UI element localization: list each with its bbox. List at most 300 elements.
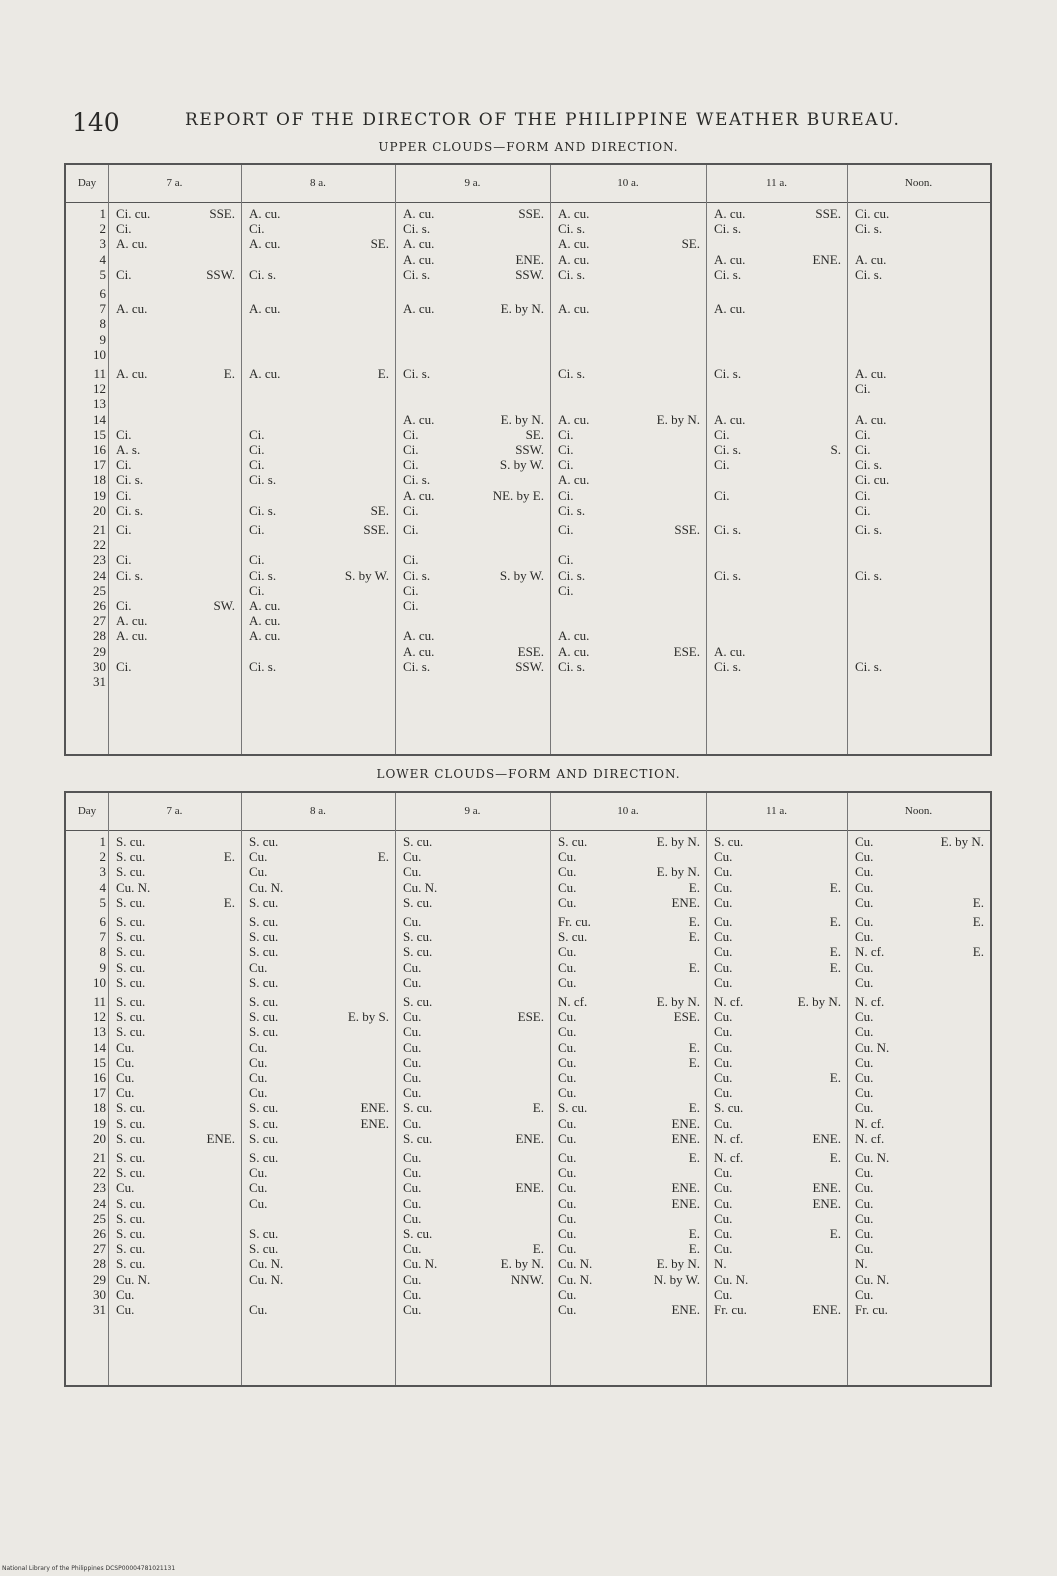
column-header: 11 a. — [766, 805, 787, 817]
table-cell — [116, 412, 235, 427]
table-cell — [116, 1241, 235, 1256]
cloud-form: Ci. s. — [714, 366, 742, 381]
table-cell — [403, 347, 544, 362]
cloud-direction: E. by N. — [940, 834, 984, 849]
table-cell — [403, 644, 544, 659]
table-cell — [116, 1256, 235, 1271]
cloud-form: S. cu. — [116, 1150, 146, 1165]
table-cell — [714, 1070, 841, 1085]
table-cell — [249, 674, 389, 689]
table-cell — [714, 880, 841, 895]
cloud-form: Cu. — [714, 864, 733, 880]
table-cell — [855, 236, 984, 251]
cloud-direction: ENE. — [360, 1100, 389, 1116]
column-header: 7 a. — [166, 177, 183, 189]
table-cell — [403, 568, 544, 583]
table-cell — [249, 1085, 389, 1100]
table-cell — [558, 1196, 700, 1211]
cloud-form: Cu. — [558, 1039, 577, 1055]
table-cell — [855, 975, 984, 990]
day-number: 13 — [93, 396, 106, 412]
day-number: 9 — [99, 331, 106, 347]
cloud-direction: E. — [688, 1100, 700, 1116]
table-cell — [249, 252, 389, 267]
day-number: 11 — [93, 994, 106, 1009]
day-number: 20 — [93, 1130, 106, 1146]
cloud-form: Ci. — [558, 426, 574, 442]
cloud-form: Cu. — [403, 1180, 422, 1196]
upper-clouds-table — [64, 163, 992, 756]
cloud-form: Cu. — [249, 1195, 268, 1211]
table-cell — [855, 1009, 984, 1024]
day-number: 17 — [93, 457, 106, 473]
table-cell — [116, 332, 235, 347]
table-cell — [855, 537, 984, 552]
table-cell — [558, 1085, 700, 1100]
table-cell — [249, 332, 389, 347]
cloud-direction: ENE. — [515, 1180, 544, 1196]
table-cell — [855, 944, 984, 959]
cloud-form: S. cu. — [116, 1241, 146, 1257]
table-cell — [116, 206, 235, 221]
table-cell — [249, 552, 389, 567]
day-number: 14 — [93, 411, 106, 427]
cloud-form: Cu. N. — [249, 1256, 284, 1272]
cloud-form: Ci. s. — [714, 221, 742, 237]
table-cell — [558, 1165, 700, 1180]
day-number: 15 — [93, 1054, 106, 1070]
table-cell — [403, 316, 544, 331]
cloud-form: Cu. — [116, 1054, 135, 1070]
table-cell — [116, 1085, 235, 1100]
cloud-form: A. cu. — [558, 628, 590, 644]
cloud-form: Cu. — [558, 849, 577, 865]
table-cell — [855, 347, 984, 362]
day-number: 24 — [93, 1195, 106, 1211]
cloud-form: Cu. — [403, 959, 422, 975]
cloud-form: Cu. — [855, 894, 874, 910]
table-cell — [558, 503, 700, 518]
day-number: 10 — [93, 974, 106, 990]
table-cell — [855, 286, 984, 301]
table-cell — [403, 366, 544, 381]
day-number: 2 — [99, 849, 106, 865]
cloud-form: Cu. — [855, 864, 874, 880]
table-cell — [116, 1100, 235, 1115]
cloud-form: Cu. — [403, 864, 422, 880]
table-cell — [558, 1100, 700, 1115]
table-cell — [714, 1196, 841, 1211]
cloud-form: Ci. — [116, 457, 132, 473]
day-number: 22 — [93, 1165, 106, 1181]
table-cell — [116, 1211, 235, 1226]
table-cell — [558, 929, 700, 944]
table-cell — [403, 267, 544, 282]
day-number: 21 — [93, 1150, 106, 1165]
cloud-form: Ci. s. — [403, 658, 431, 674]
table-cell — [714, 994, 841, 1009]
table-cell — [116, 537, 235, 552]
table-cell — [249, 1287, 389, 1302]
table-cell — [116, 975, 235, 990]
cloud-direction: E. — [972, 914, 984, 929]
column-header: 11 a. — [766, 177, 787, 189]
table-cell — [403, 929, 544, 944]
table-cell — [403, 396, 544, 411]
table-cell — [714, 975, 841, 990]
column-divider — [241, 793, 242, 1385]
table-cell — [855, 1211, 984, 1226]
cloud-direction: ENE. — [812, 1195, 841, 1211]
table-cell — [714, 332, 841, 347]
table-cell — [558, 1009, 700, 1024]
cloud-form: Ci. s. — [403, 366, 431, 381]
cloud-direction: E. — [688, 1150, 700, 1165]
cloud-form: A. cu. — [558, 251, 590, 267]
table-cell — [249, 1070, 389, 1085]
table-cell — [714, 1040, 841, 1055]
cloud-form: Cu. — [714, 879, 733, 895]
cloud-direction: SSW. — [515, 266, 544, 282]
cloud-form: Ci. s. — [855, 457, 883, 473]
cloud-form: S. cu. — [249, 929, 279, 945]
cloud-form: Cu. — [558, 1024, 577, 1040]
cloud-form: N. cf. — [714, 1130, 744, 1146]
day-number: 5 — [99, 266, 106, 282]
cloud-direction: ENE. — [206, 1130, 235, 1146]
table-cell — [714, 1055, 841, 1070]
cloud-form: Cu. — [403, 1115, 422, 1131]
column-divider — [108, 165, 109, 754]
table-cell — [855, 1256, 984, 1271]
table-cell — [714, 568, 841, 583]
cloud-form: Cu. — [855, 974, 874, 990]
table-cell — [116, 1196, 235, 1211]
table-cell — [403, 1085, 544, 1100]
cloud-form: Ci. cu. — [855, 472, 890, 488]
table-cell — [714, 1180, 841, 1195]
cloud-form: Cu. — [403, 1085, 422, 1101]
cloud-form: S. cu. — [249, 834, 279, 849]
table-cell — [249, 236, 389, 251]
cloud-form: Cu. — [855, 1054, 874, 1070]
cloud-form: Ci. — [403, 457, 419, 473]
cloud-form: Cu. — [403, 914, 422, 929]
table-cell — [249, 944, 389, 959]
table-cell — [116, 286, 235, 301]
cloud-form: Cu. — [855, 849, 874, 865]
table-cell — [855, 472, 984, 487]
table-cell — [855, 674, 984, 689]
table-cell — [855, 1241, 984, 1256]
cloud-form: Ci. s. — [116, 502, 144, 518]
day-number: 8 — [99, 316, 106, 332]
table-cell — [558, 1070, 700, 1085]
lower-clouds-table — [64, 791, 992, 1387]
table-cell — [249, 537, 389, 552]
cloud-direction: SE. — [525, 426, 544, 442]
cloud-direction: E. — [829, 1226, 841, 1241]
table-cell — [855, 1226, 984, 1241]
cloud-form: Cu. — [855, 1070, 874, 1085]
cloud-form: Cu. — [403, 1054, 422, 1070]
table-cell — [249, 1180, 389, 1195]
table-cell — [403, 1009, 544, 1024]
upper-section-title: UPPER CLOUDS—FORM AND DIRECTION. — [378, 140, 679, 154]
table-cell — [249, 1040, 389, 1055]
cloud-form: Cu. — [558, 1085, 577, 1101]
cloud-form: Cu. N. — [116, 879, 151, 895]
cloud-direction: E. — [223, 849, 235, 865]
cloud-form: S. cu. — [116, 1210, 146, 1226]
table-cell — [714, 412, 841, 427]
cloud-direction: SSW. — [515, 658, 544, 674]
table-cell — [558, 583, 700, 598]
table-cell — [558, 1302, 700, 1317]
table-cell — [714, 1165, 841, 1180]
table-cell — [403, 537, 544, 552]
day-number: 12 — [93, 1009, 106, 1025]
cloud-form: Cu. — [855, 1210, 874, 1226]
cloud-form: A. cu. — [714, 301, 746, 317]
table-cell — [249, 568, 389, 583]
day-number: 9 — [99, 959, 106, 975]
table-cell — [558, 488, 700, 503]
table-cell — [714, 864, 841, 879]
column-divider — [847, 793, 848, 1385]
cloud-direction: E. — [829, 1150, 841, 1165]
table-cell — [714, 472, 841, 487]
cloud-form: S. cu. — [249, 974, 279, 990]
table-cell — [855, 1100, 984, 1115]
cloud-direction: SSE. — [518, 206, 544, 221]
table-cell — [403, 236, 544, 251]
cloud-form: S. cu. — [116, 1165, 146, 1181]
cloud-direction: ESE. — [517, 643, 544, 659]
day-number: 5 — [99, 894, 106, 910]
table-cell — [116, 381, 235, 396]
table-cell — [558, 1272, 700, 1287]
cloud-form: Cu. — [249, 1180, 268, 1196]
cloud-form: A. cu. — [116, 613, 148, 629]
cloud-form: A. cu. — [403, 206, 435, 221]
column-header: 9 a. — [464, 805, 481, 817]
cloud-form: Cu. — [714, 1165, 733, 1181]
cloud-form: Cu. — [116, 1085, 135, 1101]
cloud-form: Cu. — [855, 929, 874, 945]
cloud-form: Cu. N. — [558, 1271, 593, 1287]
day-number: 3 — [99, 864, 106, 880]
table-cell — [116, 347, 235, 362]
table-cell — [249, 366, 389, 381]
cloud-form: Ci. s. — [116, 567, 144, 583]
cloud-form: Ci. s. — [855, 658, 883, 674]
column-header: Noon. — [904, 177, 933, 189]
day-number: 23 — [93, 1180, 106, 1196]
table-cell — [116, 1024, 235, 1039]
day-number: 30 — [93, 1286, 106, 1302]
table-cell — [714, 286, 841, 301]
day-number: 27 — [93, 613, 106, 629]
table-cell — [855, 960, 984, 975]
table-cell — [403, 301, 544, 316]
cloud-form: A. cu. — [403, 236, 435, 252]
table-cell — [714, 236, 841, 251]
table-cell — [116, 568, 235, 583]
table-cell — [403, 1272, 544, 1287]
cloud-form: Ci. cu. — [116, 206, 151, 221]
table-cell — [116, 628, 235, 643]
day-number: 29 — [93, 1271, 106, 1287]
table-cell — [558, 236, 700, 251]
cloud-form: A. cu. — [403, 411, 435, 427]
table-cell — [403, 412, 544, 427]
cloud-form: Ci. s. — [249, 472, 277, 488]
cloud-form: Cu. — [249, 864, 268, 880]
cloud-form: S. cu. — [116, 1226, 146, 1241]
cloud-form: Fr. cu. — [714, 1302, 747, 1317]
cloud-form: S. cu. — [116, 1115, 146, 1131]
table-cell — [558, 427, 700, 442]
cloud-form: Cu. — [714, 1115, 733, 1131]
table-cell — [558, 442, 700, 457]
table-cell — [249, 488, 389, 503]
cloud-form: Ci. s. — [558, 221, 586, 237]
cloud-direction: E. — [829, 914, 841, 929]
table-cell — [116, 427, 235, 442]
cloud-form: Ci. — [403, 598, 419, 613]
table-cell — [116, 1272, 235, 1287]
cloud-form: S. cu. — [116, 994, 146, 1009]
table-cell — [403, 1070, 544, 1085]
table-cell — [714, 221, 841, 236]
table-cell — [116, 1055, 235, 1070]
table-cell — [855, 1070, 984, 1085]
cloud-form: Ci. s. — [714, 658, 742, 674]
cloud-form: Ci. — [116, 487, 132, 503]
table-cell — [855, 206, 984, 221]
table-cell — [558, 347, 700, 362]
table-cell — [714, 316, 841, 331]
cloud-form: Ci. — [116, 552, 132, 568]
column-header: Day — [77, 805, 97, 817]
table-cell — [249, 1024, 389, 1039]
cloud-form: S. cu. — [249, 1009, 279, 1025]
table-cell — [116, 316, 235, 331]
table-cell — [558, 864, 700, 879]
cloud-direction: E. by N. — [500, 301, 544, 317]
table-cell — [558, 1287, 700, 1302]
day-number: 31 — [93, 674, 106, 689]
column-header: 10 a. — [617, 177, 639, 189]
lower-section-title: LOWER CLOUDS—FORM AND DIRECTION. — [376, 767, 681, 781]
cloud-form: A. s. — [116, 442, 141, 457]
table-cell — [855, 427, 984, 442]
cloud-form: Cu. — [558, 864, 577, 880]
cloud-form: Cu. — [855, 1226, 874, 1241]
table-cell — [558, 644, 700, 659]
table-cell — [403, 960, 544, 975]
cloud-form: N. cf. — [855, 994, 885, 1009]
table-cell — [714, 1131, 841, 1146]
table-cell — [116, 1165, 235, 1180]
day-number: 20 — [93, 502, 106, 518]
table-cell — [249, 503, 389, 518]
table-cell — [855, 442, 984, 457]
table-cell — [855, 1165, 984, 1180]
cloud-form: A. cu. — [249, 628, 281, 644]
day-number: 4 — [99, 879, 106, 895]
table-cell — [714, 206, 841, 221]
cloud-form: A. cu. — [714, 411, 746, 427]
cloud-form: A. cu. — [116, 628, 148, 644]
table-cell — [249, 1009, 389, 1024]
cloud-direction: E. — [829, 959, 841, 975]
cloud-form: A. cu. — [558, 643, 590, 659]
cloud-form: Cu. — [403, 1271, 422, 1287]
cloud-form: Cu. — [558, 1009, 577, 1025]
table-cell — [855, 412, 984, 427]
table-cell — [403, 1287, 544, 1302]
cloud-form: Cu. — [855, 1009, 874, 1025]
cloud-direction: E. — [829, 944, 841, 960]
day-number: 19 — [93, 1115, 106, 1131]
cloud-form: N. cf. — [855, 1130, 885, 1146]
table-cell — [403, 1241, 544, 1256]
table-cell — [403, 381, 544, 396]
table-cell — [403, 252, 544, 267]
cloud-form: Ci. — [249, 426, 265, 442]
day-number: 26 — [93, 1226, 106, 1241]
cloud-form: Cu. — [116, 1039, 135, 1055]
day-number: 19 — [93, 487, 106, 503]
table-cell — [855, 1055, 984, 1070]
table-cell — [249, 1272, 389, 1287]
table-cell — [403, 457, 544, 472]
cloud-form: Cu. — [714, 894, 733, 910]
cloud-form: Ci. s. — [558, 266, 586, 282]
cloud-direction: E. — [377, 849, 389, 865]
cloud-direction: E. by N. — [656, 411, 700, 427]
cloud-direction: E. — [972, 944, 984, 960]
cloud-form: Cu. — [558, 894, 577, 910]
table-cell — [249, 975, 389, 990]
table-cell — [855, 552, 984, 567]
table-cell — [714, 1024, 841, 1039]
table-cell — [558, 944, 700, 959]
table-cell — [403, 1024, 544, 1039]
cloud-form: Ci. — [558, 442, 574, 457]
table-cell — [558, 613, 700, 628]
cloud-form: Ci. — [116, 658, 132, 674]
table-cell — [116, 1180, 235, 1195]
cloud-form: S. cu. — [249, 1241, 279, 1257]
table-cell — [558, 1226, 700, 1241]
table-cell — [249, 1116, 389, 1131]
table-cell — [403, 1211, 544, 1226]
table-cell — [249, 849, 389, 864]
cloud-direction: E. — [532, 1100, 544, 1116]
table-cell — [714, 628, 841, 643]
cloud-direction: E. — [829, 1070, 841, 1085]
cloud-form: Ci. s. — [403, 266, 431, 282]
table-cell — [714, 1211, 841, 1226]
table-cell — [403, 427, 544, 442]
table-cell — [855, 316, 984, 331]
table-cell — [403, 975, 544, 990]
table-cell — [558, 880, 700, 895]
cloud-form: N. — [714, 1256, 727, 1272]
